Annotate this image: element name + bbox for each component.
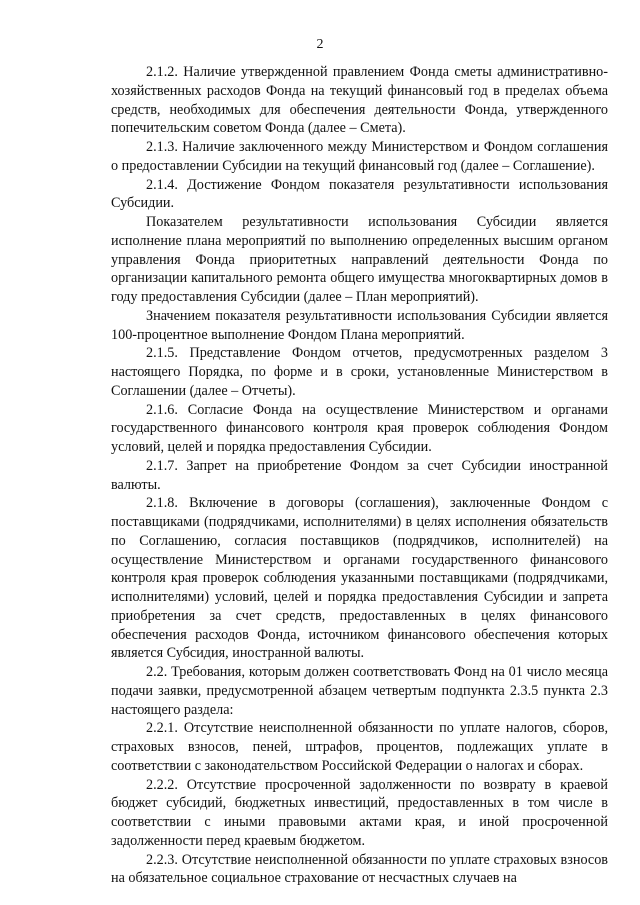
paragraph-2-1-4: 2.1.4. Достижение Фондом показателя результативности использования Субсидии.: [111, 176, 608, 212]
paragraph-2-1-6: 2.1.6. Согласие Фонда на осуществление Министерством и органами государственного финансового контроля края проверок соблюдения Фондом условий, целей и порядка предоставления Субсидии.: [111, 401, 608, 455]
paragraph-2-2-3: 2.2.3. Отсутствие неисполненной обязанности по уплате страховых взносов на обязательное социальное страхование от несчастных случаев на: [111, 851, 608, 887]
paragraph-indicator-value: Значением показателя результативности использования Субсидии является 100-процентное выполнение Фондом Плана мероприятий.: [111, 307, 608, 343]
paragraph-2-1-5: 2.1.5. Представление Фондом отчетов, предусмотренных разделом 3 настоящего Порядка, по форме и в сроки, установленные Министерством в Соглашении (далее – Отчеты).: [111, 345, 608, 399]
paragraph-2-1-3: 2.1.3. Наличие заключенного между Министерством и Фондом соглашения о предоставлении Субсидии на текущий финансовый год (далее – Соглашение).: [111, 139, 608, 174]
paragraph-2-1-8: 2.1.8. Включение в договоры (соглашения), заключенные Фондом с поставщиками (подрядчиками, исполнителями) в целях исполнения обязательств по Соглашению, согласия поставщиков (подрядчиков, исполнителей) на осуществление Министерством и органами государственного финансового контроля края проверок соблюдения указанными поставщиками (подрядчиками, исполнителями) условий, целей и порядка предоставления Субсидии и запрета приобретения за счет средств, предоставленных в целях финансового обеспечения расходов Фонда, источником финансового обеспечения которых является Субсидия, иностранной валюты.: [111, 495, 608, 662]
paragraph-2-2: 2.2. Требования, которым должен соответствовать Фонд на 01 число месяца подачи заявки, предусмотренной абзацем четвертым подпункта 2.3.5 пункта 2.3 настоящего раздела:: [111, 664, 608, 718]
paragraph-2-1-7: 2.1.7. Запрет на приобретение Фондом за счет Субсидии иностранной валюты.: [111, 457, 608, 493]
paragraph-2-2-2: 2.2.2. Отсутствие просроченной задолженности по возврату в краевой бюджет субсидий, бюджетных инвестиций, предоставленных в том числе в соответствии с иными правовыми актами края, и иной просроченной задолженности перед краевым бюджетом.: [111, 776, 608, 849]
document-body: [111, 63, 608, 888]
paragraph-2-2-1: 2.2.1. Отсутствие неисполненной обязанности по уплате налогов, сборов, страховых взносов, пеней, штрафов, процентов, подлежащих уплате в соответствии с законодательством Российской Федерации о налогах и сборах.: [111, 720, 608, 774]
paragraph-2-1-2: 2.1.2. Наличие утвержденной правлением Фонда сметы административно-хозяйственных расходов Фонда на текущий финансовый год в пределах объема средств, необходимых для обеспечения деятельности Фонда, утвержденного попечительским советом Фонда (далее – Смета).: [111, 64, 608, 137]
page-number: 2: [316, 37, 324, 52]
paragraph-indicator: Показателем результативности использования Субсидии является исполнение плана мероприятий по выполнению определенных высшим органом управления Фонда приоритетных направлений деятельности Фонда по организации капитального ремонта общего имущества многоквартирных домов в году предоставления Субсидии (далее – План мероприятий).: [111, 214, 608, 305]
